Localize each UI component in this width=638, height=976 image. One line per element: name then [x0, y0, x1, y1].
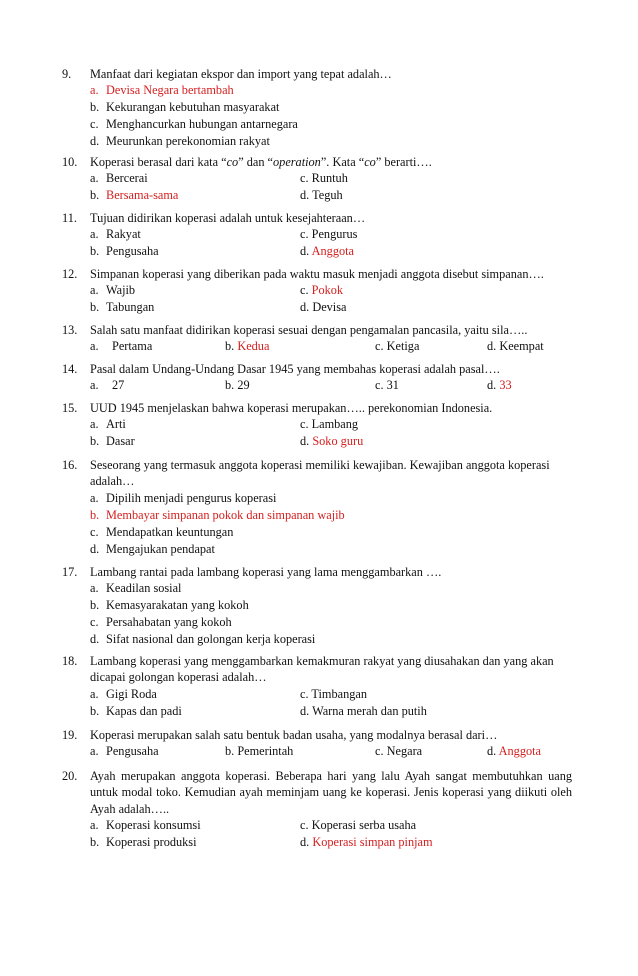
question-number: 16. — [62, 458, 78, 472]
option-d[interactable]: d. Anggota — [487, 744, 541, 759]
option-row — [62, 170, 572, 187]
option-a[interactable]: a. Pertama — [90, 339, 153, 354]
option-b[interactable]: b. Kedua — [225, 339, 270, 354]
question-text: Manfaat dari kegiatan ekspor dan import yang tepat adalah… — [90, 67, 392, 81]
option-c[interactable]: c. Negara — [375, 744, 423, 759]
question-text: Koperasi merupakan salah satu bentuk badan usaha, yang modalnya berasal dari… — [90, 728, 498, 742]
option-row — [62, 703, 572, 720]
option-d[interactable]: d. Mengajukan pendapat — [90, 541, 215, 556]
option-a[interactable]: a. Arti — [90, 417, 126, 432]
option-row — [62, 243, 572, 260]
option-row — [62, 743, 572, 760]
question-number: 19. — [62, 728, 78, 742]
question-stem — [62, 266, 572, 282]
question-number: 9. — [62, 67, 72, 81]
option-a[interactable]: a. Koperasi konsumsi — [90, 817, 201, 832]
option-b[interactable]: b. Pemerintah — [225, 744, 294, 759]
option-c[interactable]: c. Runtuh — [300, 171, 348, 186]
option-row — [62, 187, 572, 204]
question-stem — [62, 653, 572, 686]
option-row — [62, 282, 572, 299]
question-12 — [62, 266, 572, 316]
option-c[interactable]: c. Pengurus — [300, 227, 358, 242]
question-stem — [62, 154, 572, 170]
option-b[interactable]: b. Tabungan — [90, 300, 155, 315]
option-c[interactable]: c. Timbangan — [300, 686, 367, 701]
option-d[interactable]: d. Sifat nasional dan golongan kerja koperasi — [90, 632, 316, 647]
option-a[interactable]: a. Pengusaha — [90, 744, 159, 759]
option-a[interactable]: a. Dipilih menjadi pengurus koperasi — [90, 490, 277, 505]
option-b[interactable]: b. Kapas dan padi — [90, 703, 182, 718]
option-row — [62, 686, 572, 703]
option-row — [62, 299, 572, 316]
option-d[interactable]: d. Soko guru — [300, 434, 364, 449]
option-a[interactable]: a. Keadilan sosial — [90, 581, 182, 596]
question-number: 15. — [62, 401, 78, 415]
option-a[interactable]: a. Devisa Negara bertambah — [90, 83, 234, 98]
option-row — [62, 834, 572, 851]
question-17 — [62, 564, 572, 648]
question-stem — [62, 400, 572, 416]
option-d[interactable]: d. Meurunkan perekonomian rakyat — [90, 134, 270, 149]
question-number: 13. — [62, 323, 78, 337]
question-stem — [62, 768, 572, 817]
question-text: Simpanan koperasi yang diberikan pada waktu masuk menjadi anggota disebut simpanan…. — [90, 267, 544, 281]
option-a[interactable]: a. Gigi Roda — [90, 686, 157, 701]
option-d[interactable]: d. Devisa — [300, 300, 347, 315]
question-number: 17. — [62, 565, 78, 579]
question-text: UUD 1945 menjelaskan bahwa koperasi merupakan….. perekonomian Indonesia. — [90, 401, 493, 415]
question-19 — [62, 727, 572, 760]
question-number: 14. — [62, 362, 78, 376]
option-a[interactable]: a. 27 — [90, 378, 125, 393]
option-row — [62, 433, 572, 450]
option-c[interactable]: c. Ketiga — [375, 339, 420, 354]
question-number: 11. — [62, 211, 77, 225]
option-d[interactable]: d. 33 — [487, 378, 512, 393]
option-b[interactable]: b. Kemasyarakatan yang kokoh — [90, 598, 249, 613]
option-c[interactable]: c. Persahabatan yang kokoh — [90, 615, 232, 630]
option-a[interactable]: a. Bercerai — [90, 171, 148, 186]
question-16 — [62, 457, 572, 558]
option-d[interactable]: d. Koperasi simpan pinjam — [300, 834, 433, 849]
question-15 — [62, 400, 572, 450]
question-stem — [62, 727, 572, 743]
option-c[interactable]: c. Lambang — [300, 417, 359, 432]
option-d[interactable]: d. Warna merah dan putih — [300, 703, 427, 718]
option-c[interactable]: c. Mendapatkan keuntungan — [90, 524, 234, 539]
question-number: 18. — [62, 654, 78, 668]
option-b[interactable]: b. Bersama-sama — [90, 188, 179, 203]
question-stem — [62, 361, 572, 377]
question-11 — [62, 210, 572, 260]
question-stem — [62, 66, 572, 82]
option-b[interactable]: b. Membayar simpanan pokok dan simpanan wajib — [90, 507, 345, 522]
option-row — [62, 226, 572, 243]
question-text: Lambang rantai pada lambang koperasi yang lama menggambarkan …. — [90, 565, 442, 579]
question-stem — [62, 322, 572, 338]
option-b[interactable]: b. 29 — [225, 378, 250, 393]
question-9 — [62, 66, 572, 150]
option-row — [62, 817, 572, 834]
question-number: 20. — [62, 769, 78, 783]
option-d[interactable]: d. Teguh — [300, 188, 343, 203]
question-stem — [62, 210, 572, 226]
option-a[interactable]: a. Rakyat — [90, 227, 141, 242]
question-text: Seseorang yang termasuk anggota koperasi memiliki kewajiban. Kewajiban anggota koperasi adalah… — [90, 458, 550, 489]
option-c[interactable]: c. Pokok — [300, 283, 344, 298]
question-18 — [62, 653, 572, 720]
option-d[interactable]: d. Keempat — [487, 339, 544, 354]
question-text: Lambang koperasi yang menggambarkan kemakmuran rakyat yang diusahakan dan yang akan dicapai golongan koperasi adalah… — [90, 654, 554, 685]
option-b[interactable]: b. Dasar — [90, 434, 135, 449]
question-text: Pasal dalam Undang-Undang Dasar 1945 yang membahas koperasi adalah pasal…. — [90, 362, 500, 376]
option-a[interactable]: a. Wajib — [90, 283, 136, 298]
option-d[interactable]: d. Anggota — [300, 244, 354, 259]
option-c[interactable]: c. 31 — [375, 378, 399, 393]
option-c[interactable]: c. Menghancurkan hubungan antarnegara — [90, 117, 298, 132]
option-b[interactable]: b. Koperasi produksi — [90, 834, 197, 849]
question-14 — [62, 361, 572, 394]
option-row — [62, 416, 572, 433]
question-text: Ayah merupakan anggota koperasi. Beberapa hari yang lalu Ayah sangat membutuhkan uang untuk modal toko. Kemudian ayah meminjam uang ke koperasi. Jenis koperasi yang diikuti oleh Ayah adalah….. — [90, 769, 572, 816]
option-row — [62, 377, 572, 394]
question-text: Koperasi berasal dari kata “co” dan “operation”. Kata “co” berarti…. — [90, 155, 432, 169]
question-stem — [62, 457, 572, 490]
option-b[interactable]: b. Pengusaha — [90, 244, 159, 259]
question-text: Salah satu manfaat didirikan koperasi sesuai dengan pengamalan pancasila, yaitu sila….. — [90, 323, 528, 337]
question-10 — [62, 154, 572, 204]
option-row — [62, 338, 572, 355]
question-number: 12. — [62, 267, 78, 281]
question-text: Tujuan didirikan koperasi adalah untuk kesejahteraan… — [90, 211, 366, 225]
question-20 — [62, 768, 572, 851]
question-stem — [62, 564, 572, 580]
question-number: 10. — [62, 155, 78, 169]
question-13 — [62, 322, 572, 355]
option-b[interactable]: b. Kekurangan kebutuhan masyarakat — [90, 100, 280, 115]
option-c[interactable]: c. Koperasi serba usaha — [300, 817, 417, 832]
